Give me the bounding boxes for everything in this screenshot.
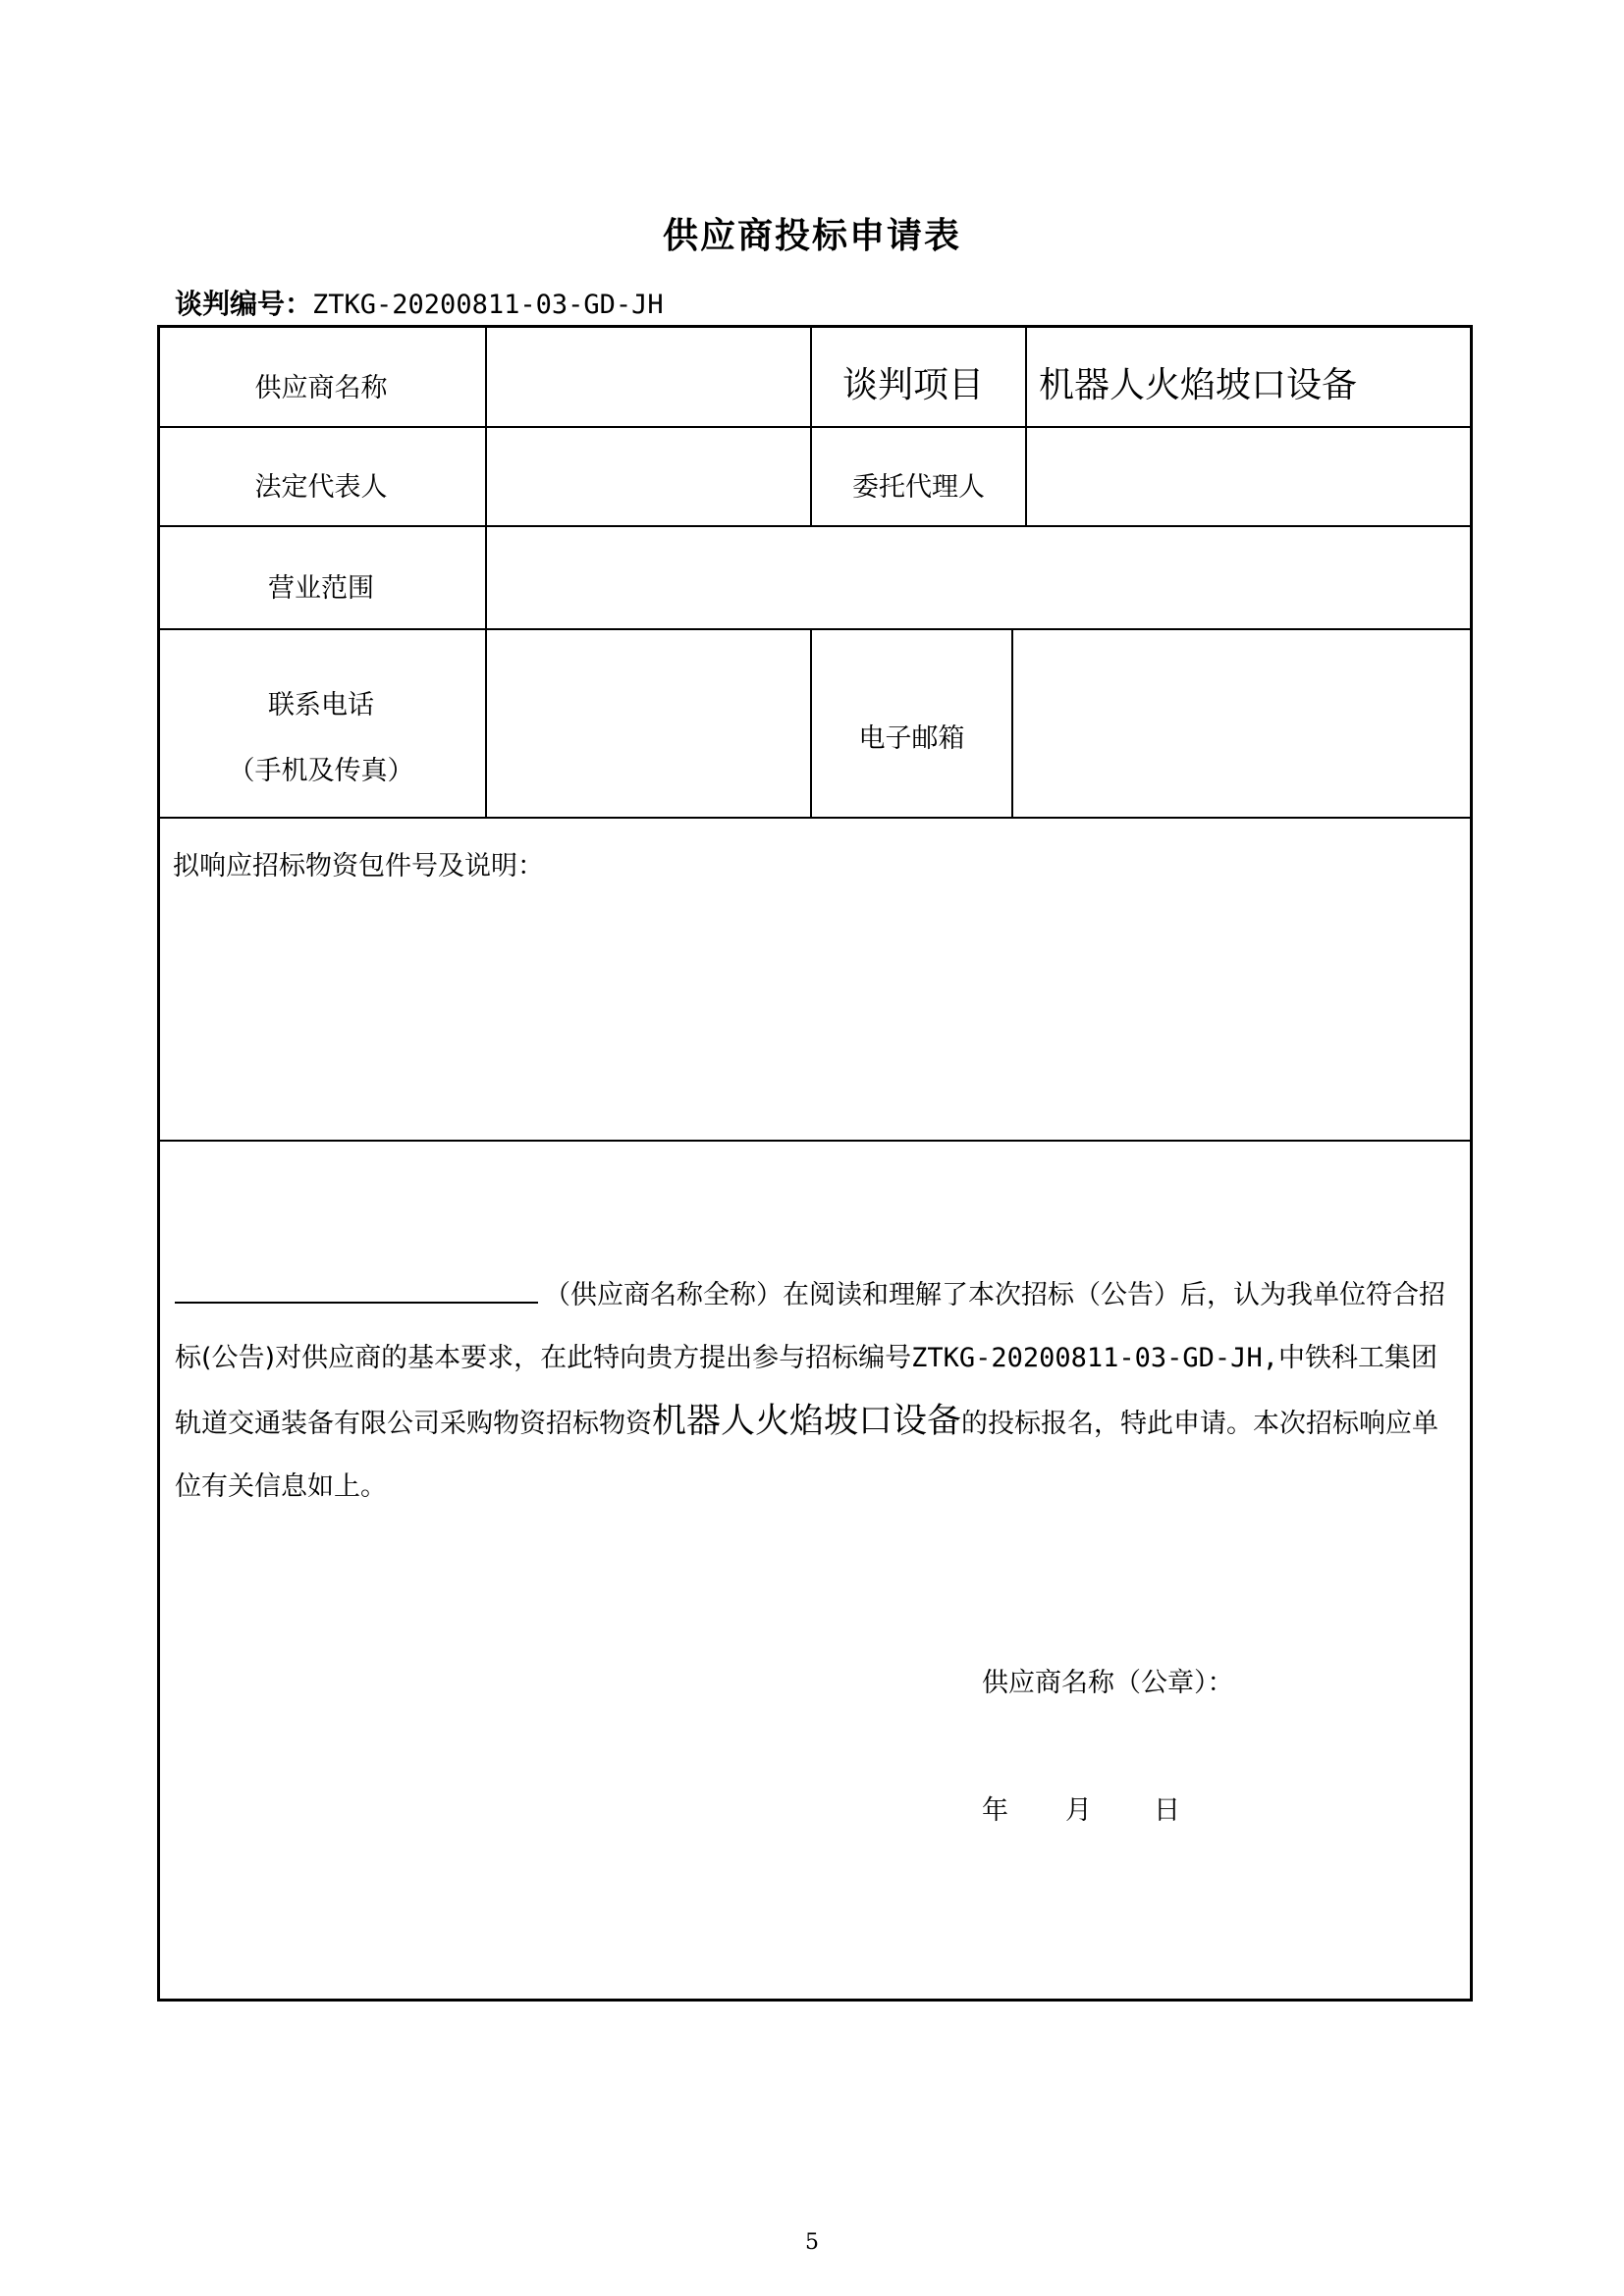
reference-number-line [175, 283, 664, 322]
row-divider [157, 426, 1473, 428]
form-title: 供应商投标申请表 [662, 216, 961, 256]
column-divider [1011, 628, 1013, 817]
date-line [982, 1789, 1180, 1827]
declaration-bid-number: ZTKG-20200811-03-GD-JH, [911, 1343, 1278, 1373]
date-year-label: 年 [982, 1795, 1008, 1826]
phone-label: 联系电话 [268, 690, 374, 721]
package-description-label: 拟响应招标物资包件号及说明： [173, 851, 544, 881]
declaration-text-part2: 中铁科工集团轨道交通装备有限公司采购物资招标物资 [175, 1343, 1437, 1439]
declaration-text-part3: 的投标报名，特此申请。本次招标响应单位有关信息如上。 [175, 1409, 1439, 1502]
project-label: 谈判项目 [842, 365, 985, 405]
date-month-label: 月 [1065, 1795, 1092, 1826]
supplier-name-label: 供应商名称 [254, 373, 388, 403]
supplier-seal-label: 供应商名称（公章）： [982, 1668, 1234, 1698]
project-value: 机器人火焰坡口设备 [1039, 365, 1358, 405]
declaration-paragraph [175, 1264, 1456, 1519]
row-divider [157, 628, 1473, 630]
reference-value: ZTKG-20200811-03-GD-JH [312, 290, 664, 320]
date-day-label: 日 [1154, 1795, 1180, 1826]
authorized-agent-label: 委托代理人 [852, 472, 985, 503]
column-divider [485, 325, 487, 817]
phone-label-note: （手机及传真） [228, 756, 414, 786]
row-divider [157, 817, 1473, 819]
row-divider [157, 1140, 1473, 1142]
declaration-product: 机器人火焰坡口设备 [652, 1402, 962, 1441]
column-divider [1025, 325, 1027, 525]
supplier-fullname-blank[interactable] [175, 1272, 538, 1304]
email-label: 电子邮箱 [858, 723, 965, 754]
business-scope-label: 营业范围 [268, 573, 374, 604]
legal-representative-label: 法定代表人 [254, 472, 388, 503]
reference-label: 谈判编号： [175, 288, 313, 320]
page-number: 5 [805, 2230, 819, 2255]
declaration-text-part1: （供应商名称全称）在阅读和理解了本次招标（公告）后，认为我单位符合招标(公告)对供应商的基本要求，在此特向贵方提出参与招标编号 [175, 1280, 1445, 1373]
row-divider [157, 525, 1473, 527]
